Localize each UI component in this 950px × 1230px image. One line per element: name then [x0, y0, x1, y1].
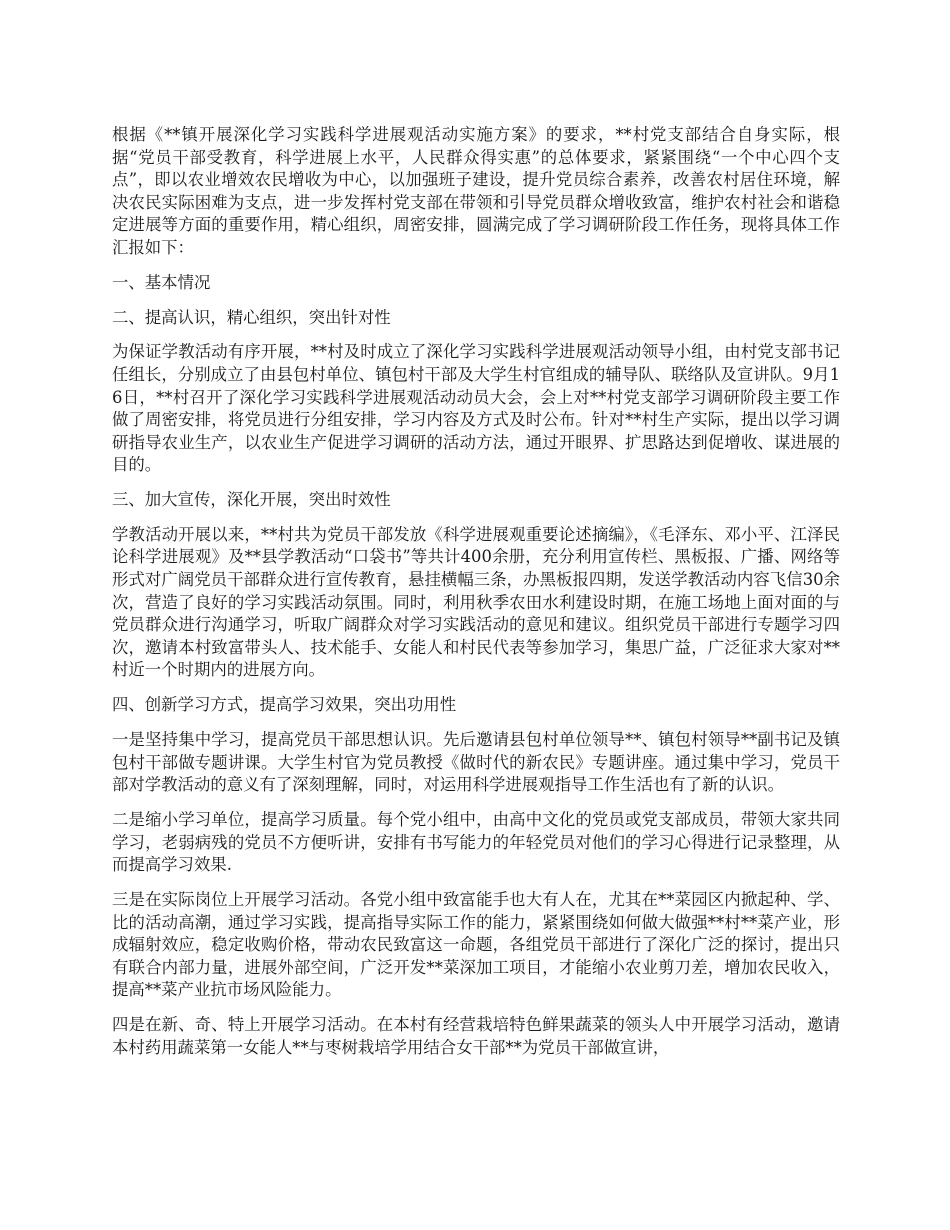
document-body [112, 124, 840, 1071]
section-heading-innovation: 四、创新学习方式，提高学习效果，突出功用性 [112, 695, 457, 715]
paragraph-point-three: 三是在实际岗位上开展学习活动。各党小组中致富能手也大有人在，尤其在**菜园区内掀起种、学、比的活动高潮，通过学习实践，提高指导实际工作的能力，紧紧围绕如何做大做强**村**菜产业，形成辐射效应，稳定收购价格，带动农民致富这一命题，各组党员干部进行了深化广泛的探讨，提出只有联合内部力量，进展外部空间，广泛开发**菜深加工项目，才能缩小农业剪刀差，增加农民收入，提高**菜产业抗市场风险能力。 [112, 889, 840, 1000]
section-heading-basic-situation: 一、基本情况 [112, 272, 211, 292]
section-heading-raise-awareness: 二、提高认识，精心组织，突出针对性 [112, 307, 391, 327]
section-heading-publicity: 三、加大宣传，深化开展，突出时效性 [112, 490, 391, 510]
paragraph-point-one: 一是坚持集中学习，提高党员干部思想认识。先后邀请县包村单位领导**、镇包村领导**副书记及镇包村干部做专题讲课。大学生村官为党员教授《做时代的新农民》专题讲座。通过集中学习，党员干部对学教活动的意义有了深刻理解，同时，对运用科学进展观指导工作生活也有了新的认识。 [112, 729, 840, 795]
paragraph-point-four: 四是在新、奇、特上开展学习活动。在本村有经营栽培特色鲜果蔬菜的领头人中开展学习活动，邀请本村药用蔬菜第一女能人**与枣树栽培学用结合女干部**为党员干部做宣讲， [112, 1015, 840, 1057]
paragraph-organization: 为保证学教活动有序开展，**村及时成立了深化学习实践科学进展观活动领导小组，由村党支部书记任组长，分别成立了由县包村单位、镇包村干部及大学生村官组成的辅导队、联络队及宣讲队。9月16日，**村召开了深化学习实践科学进展观活动动员大会，会上对**村党支部学习调研阶段主要工作做了周密安排，将党员进行分组安排，学习内容及方式及时公布。针对**村生产实际，提出以学习调研指导农业生产，以农业生产促进学习调研的活动方法，通过开眼界、扩思路达到促增收、谋进展的目的。 [112, 342, 840, 475]
paragraph-publicity: 学教活动开展以来，**村共为党员干部发放《科学进展观重要论述摘编》，《毛泽东、邓小平、江泽民论科学进展观》及**县学教活动“口袋书”等共计400余册，充分利用宣传栏、黑板报、广播、网络等形式对广阔党员干部群众进行宣传教育，悬挂横幅三条，办黑板报四期，发送学教活动内容飞信30余次，营造了良好的学习实践活动氛围。同时，利用秋季农田水利建设时期，在施工场地上面对面的与党员群众进行沟通学习，听取广阔群众对学习实践活动的意见和建议。组织党员干部进行专题学习四次，邀请本村致富带头人、技术能手、女能人和村民代表等参加学习，集思广益，广泛征求大家对**村近一个时期内的进展方向。 [112, 524, 840, 680]
intro-paragraph: 根据《**镇开展深化学习实践科学进展观活动实施方案》的要求，**村党支部结合自身实际，根据“党员干部受教育，科学进展上水平，人民群众得实惠”的总体要求，紧紧围绕“一个中心四个支点”，即以农业增效农民增收为中心，以加强班子建设，提升党员综合素养，改善农村居住环境，解决农民实际困难为支点，进一步发挥村党支部在带领和引导党员群众增收致富，维护农村社会和谐稳定进展等方面的重要作用，精心组织，周密安排，圆满完成了学习调研阶段工作任务，现将具体工作汇报如下： [112, 125, 840, 257]
paragraph-point-two: 二是缩小学习单位，提高学习质量。每个党小组中，由高中文化的党员或党支部成员，带领大家共同学习，老弱病残的党员不方便听讲，安排有书写能力的年轻党员对他们的学习心得进行记录整理，从而提高学习效果. [112, 809, 840, 875]
